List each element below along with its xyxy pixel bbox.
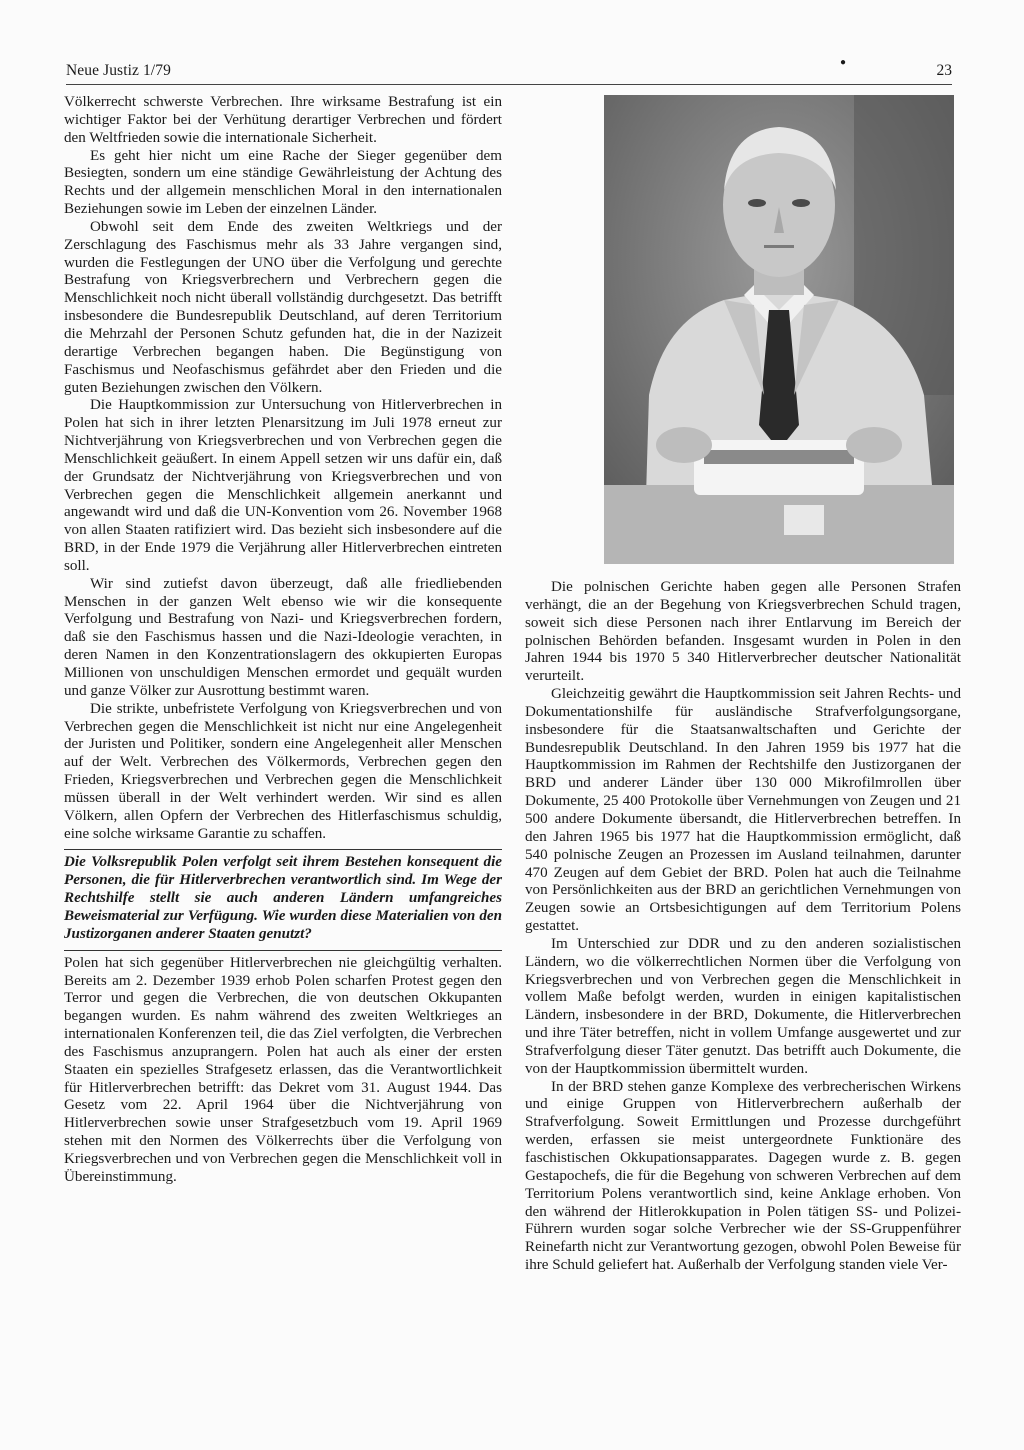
paragraph: Die Hauptkommission zur Untersuchung von Hitlerverbrechen in Polen hat sich in ihrer letzten Plenarsitzung im Juli 1978 erneut zur Nichtverjährung von Kriegsverbrechen und von Verbrechen gegen die Menschlichkeit geäußert. In einem Appell setzen wir uns dafür ein, daß der Grundsatz der Nichtverjährung von Kriegsverbrechen und von Verbrechen gegen die Menschlichkeit allgemein anerkannt und angewandt wird und daß die UN-Konvention vom 26. November 1968 von allen Staaten ratifiziert wird. Das bezieht sich insbesondere auf die BRD, in der Ende 1979 die Verjährung aller Hitlerverbrechen eintreten soll.: [64, 397, 502, 574]
header-rule: [66, 84, 952, 85]
page-number: 23: [936, 62, 952, 79]
paragraph: Völkerrecht schwerste Verbrechen. Ihre wirksame Bestrafung ist ein wichtiger Faktor bei der Verhütung derartiger Verbrechen und fördert den Weltfrieden sowie die internationale Sicherheit.: [64, 94, 502, 146]
paragraph: Die polnischen Gerichte haben gegen alle Personen Strafen verhängt, die an der Begehung von Kriegsverbrechen Schuld tragen, soweit sich diese Personen nach ihrer Entlarvung im Bereich der polnischen Behörden befanden. Insgesamt wurden in Polen in den Jahren 1944 bis 1970 5 340 Hitlerverbrecher deutscher Nationalität verurteilt.: [525, 579, 961, 685]
question-top-rule: [64, 849, 502, 850]
paragraph: Wir sind zutiefst davon überzeugt, daß alle friedliebenden Menschen in der ganzen Welt ebenso wie wir die konsequente Verfolgung und Bestrafung von Nazi- und Kriegsverbrechen fordern, daß sie den Faschismus hassen und die Nazi-Ideologie verachten, in deren Namen in den Konzentrationslagern des okkupierten Europas Millionen von unschuldigen Menschen ermordet und gequält wurden und ganze Völker zur Ausrottung bestimmt waren.: [64, 575, 502, 699]
question-bottom-rule: [64, 950, 502, 951]
right-column: [525, 579, 961, 1275]
paragraph: Gleichzeitig gewährt die Hauptkommission seit Jahren Rechts- und Dokumentationshilfe für ausländische Strafverfolgungsorgane, insbesondere für die Staatsanwaltschaften und Gerichte der Bundesrepublik Deutschland. In den Jahren 1959 bis 1977 hat die Hauptkommission im Rahmen der Rechtshilfe den Justizorganen der BRD und anderer Länder über 130 000 Mikrofilmrollen über Dokumente, 25 400 Protokolle über Vernehmungen von Zeugen und 21 500 andere Dokumente übersandt, die Hitlerverbrechen betreffen. In den Jahren 1965 bis 1977 hat die Hauptkommission ermöglicht, daß 540 polnische Zeugen an Prozessen im Ausland teilnahmen, darunter 470 Zeugen auf dem Gebiet der BRD. Polen hat auch die Teilnahme von Persönlichkeiten aus der BRD an gerichtlichen Vernehmungen von Zeugen sowie an Ortsbesichtigungen auf dem Territorium Polens gestattet.: [525, 686, 961, 935]
paragraph: Es geht hier nicht um eine Rache der Sieger gegenüber dem Besiegten, sondern um eine ständige Gewährleistung der Achtung des Rechts und der allgemein menschlichen Moral in den internationalen Beziehungen sowie im Leben der einzelnen Länder.: [64, 147, 502, 218]
portrait-photo-icon: [604, 95, 954, 564]
paragraph: Die strikte, unbefristete Verfolgung von Kriegsverbrechen und von Verbrechen gegen die Menschlichkeit ist nicht nur eine Angelegenheit der Juristen und Politiker, sondern eine Angelegenheit aller Menschen auf der Welt. Verbrechen des Völkermords, Verbrechen gegen den Frieden, Kriegsverbrechen und Verbrechen gegen die Menschlichkeit müssen überall in der Welt verhindert werden. Wir sind es allen Völkern, allen Opfern der Verbrechen des Hitlerfaschismus schuldig, eine solche wirksame Garantie zu schaffen.: [64, 700, 502, 842]
print-mark: ●: [839, 57, 846, 68]
paragraph: Im Unterschied zur DDR und zu den anderen sozialistischen Ländern, wo die völkerrechtlichen Normen über die Verfolgung von Kriegsverbrechen und von Verbrechen gegen die Menschlichkeit in vollem Maße befolgt werden, wurden in einigen kapitalistischen Ländern, insbesondere in der BRD, Dokumente, die Hitlerverbrechen und ihre Täter betreffen, nicht in vollem Umfange ausgewertet und zur Strafverfolgung dieser Täter genutzt. Das betrifft auch Dokumente, die von der Hauptkommission übermittelt wurden.: [525, 935, 961, 1077]
answer-paragraph: Polen hat sich gegenüber Hitlerverbrechen nie gleichgültig verhalten. Bereits am 2. Dezember 1939 erhob Polen scharfen Protest gegen den Terror und gegen die Verbrechen, die von deutschen Okkupanten begangen wurden. Es nahm während des zweiten Weltkrieges an internationalen Konferenzen teil, die das Ziel verfolgten, die Verbrechen des Faschismus anzuprangern. Polen hat auch als einer der ersten Staaten ein spezielles Strafgesetz erlassen, das die Verantwortlichkeit für Hitlerverbrechen betrifft: das Dekret vom 31. August 1944. Das Gesetz vom 22. April 1964 über die Nichtverjährung von Hitlerverbrechen sowie unser Strafgesetzbuch vom 19. April 1969 stehen mit den Normen des Völkerrechts über die Verfolgung von Kriegsverbrechen und von Verbrechen gegen die Menschlichkeit voll in Übereinstimmung.: [64, 954, 502, 1185]
journal-title: Neue Justiz 1/79: [66, 62, 171, 79]
page-header: [66, 57, 952, 84]
paragraph: In der BRD stehen ganze Komplexe des verbrecherischen Wirkens und einige Gruppen von Hitlerverbrechern außerhalb der Strafverfolgung. Soweit Ermittlungen und Prozesse durchgeführt werden, erfassen sie meist untergeordnete Funktionäre des faschistischen Okkupationsapparates. Dagegen wurde z. B. gegen Gestapochefs, die für die Begehung von schweren Verbrechen auf dem Territorium Polens verantwortlich sind, keine Anklage erhoben. Von den während der Hitlerokkupation in Polen tätigen SS- und Polizei-Führern wurden sogar solche Verbrecher wie der SS-Gruppenführer Reinefarth nicht zur Verantwortung gezogen, obwohl Polen Beweise für ihre Schuld geliefert hat. Außerhalb der Verfolgung standen viele Ver-: [525, 1078, 961, 1274]
paragraph: Obwohl seit dem Ende des zweiten Weltkriegs und der Zerschlagung des Faschismus mehr als 33 Jahre vergangen sind, wurden die Festlegungen der UNO über die Verfolgung und gerechte Bestrafung von Kriegsverbrechern und Verbrechern gegen die Menschlichkeit noch nicht überall vollständig durchgesetzt. Das betrifft insbesondere die Bundesrepublik Deutschland, auf deren Territorium die Mehrzahl der Personen Schutz gefunden hat, die in der Nazizeit derartige Verbrechen begangen haben. Die Begünstigung von Faschismus und Neofaschismus gefährdet aber den Frieden und die guten Beziehungen zwischen den Völkern.: [64, 218, 502, 396]
interview-question: Die Volksrepublik Polen verfolgt seit ihrem Bestehen konsequent die Personen, die für Hitlerverbrechen verantwortlich sind. Im Wege der Rechtshilfe stellt sie auch anderen Ländern umfangreiches Beweismaterial zur Verfügung. Wie wurden diese Materialien von den Justizorganen anderer Staaten genutzt?: [64, 854, 502, 942]
left-column: [64, 94, 502, 1187]
portrait-photo: [604, 95, 954, 564]
